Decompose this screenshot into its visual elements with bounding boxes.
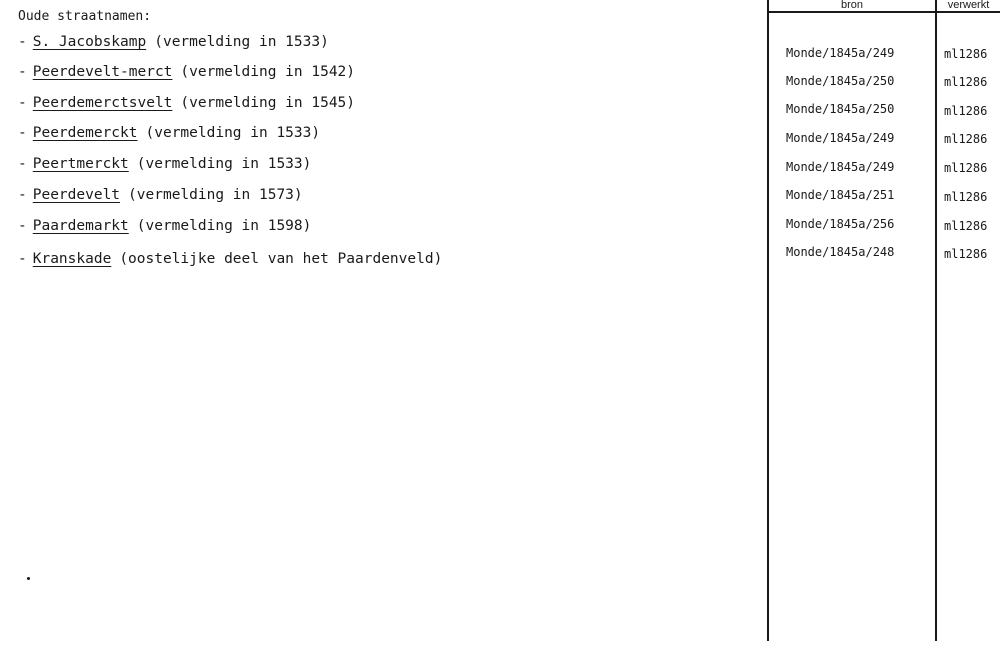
street-name: Kranskade: [32, 251, 112, 267]
verwerkt-cell: ml1286: [944, 247, 988, 261]
entry-2: [18, 64, 355, 80]
entry-dash: -: [18, 34, 27, 50]
street-name: S. Jacobskamp: [32, 34, 147, 50]
bron-cell: Monde/1845a/251: [786, 188, 895, 202]
entry-note: (vermelding in 1542): [180, 64, 356, 80]
verwerkt-cell: ml1286: [944, 219, 988, 233]
entry-3: [18, 95, 355, 111]
street-name: Peertmerckt: [32, 156, 129, 172]
verwerkt-cell: ml1286: [944, 132, 988, 146]
table-left-border: [767, 0, 769, 641]
entry-dash: -: [18, 125, 27, 141]
bron-cell: Monde/1845a/250: [786, 74, 895, 88]
table-header-rule: [768, 11, 1000, 13]
ink-speck: [27, 577, 30, 580]
entry-dash: -: [18, 187, 27, 203]
bron-cell: Monde/1845a/248: [786, 245, 895, 259]
street-name: Peerdevelt: [32, 187, 121, 203]
entry-note: (oostelijke deel van het Paardenveld): [119, 251, 443, 267]
street-name: Peerdemerctsvelt: [32, 95, 173, 111]
street-name: Paardemarkt: [32, 218, 129, 234]
bron-cell: Monde/1845a/249: [786, 160, 895, 174]
verwerkt-cell: ml1286: [944, 75, 988, 89]
entry-dash: -: [18, 218, 27, 234]
verwerkt-cell: ml1286: [944, 190, 988, 204]
entry-note: (vermelding in 1598): [136, 218, 312, 234]
street-name: Peerdevelt-merct: [32, 64, 173, 80]
entry-6: [18, 187, 303, 203]
entry-note: (vermelding in 1533): [136, 156, 312, 172]
entry-7: [18, 218, 311, 234]
bron-cell: Monde/1845a/249: [786, 131, 895, 145]
entry-dash: -: [18, 64, 27, 80]
entry-note: (vermelding in 1533): [145, 125, 321, 141]
entry-1: [18, 34, 329, 50]
entry-note: (vermelding in 1545): [180, 95, 356, 111]
bron-cell: Monde/1845a/249: [786, 46, 895, 60]
verwerkt-cell: ml1286: [944, 161, 988, 175]
entry-dash: -: [18, 251, 27, 267]
verwerkt-cell: ml1286: [944, 47, 988, 61]
entry-8: [18, 251, 442, 267]
column-header-verwerkt: verwerkt: [947, 0, 990, 11]
bron-cell: Monde/1845a/250: [786, 102, 895, 116]
entry-note: (vermelding in 1573): [128, 187, 303, 203]
page-heading: Oude straatnamen:: [18, 9, 152, 24]
entry-4: [18, 125, 320, 141]
column-header-bron: bron: [840, 0, 864, 11]
entry-dash: -: [18, 156, 27, 172]
street-name: Peerdemerckt: [32, 125, 138, 141]
bron-cell: Monde/1845a/256: [786, 217, 895, 231]
entry-dash: -: [18, 95, 27, 111]
table-column-divider: [935, 0, 937, 641]
verwerkt-cell: ml1286: [944, 104, 988, 118]
entry-note: (vermelding in 1533): [154, 34, 329, 50]
entry-5: [18, 156, 311, 172]
